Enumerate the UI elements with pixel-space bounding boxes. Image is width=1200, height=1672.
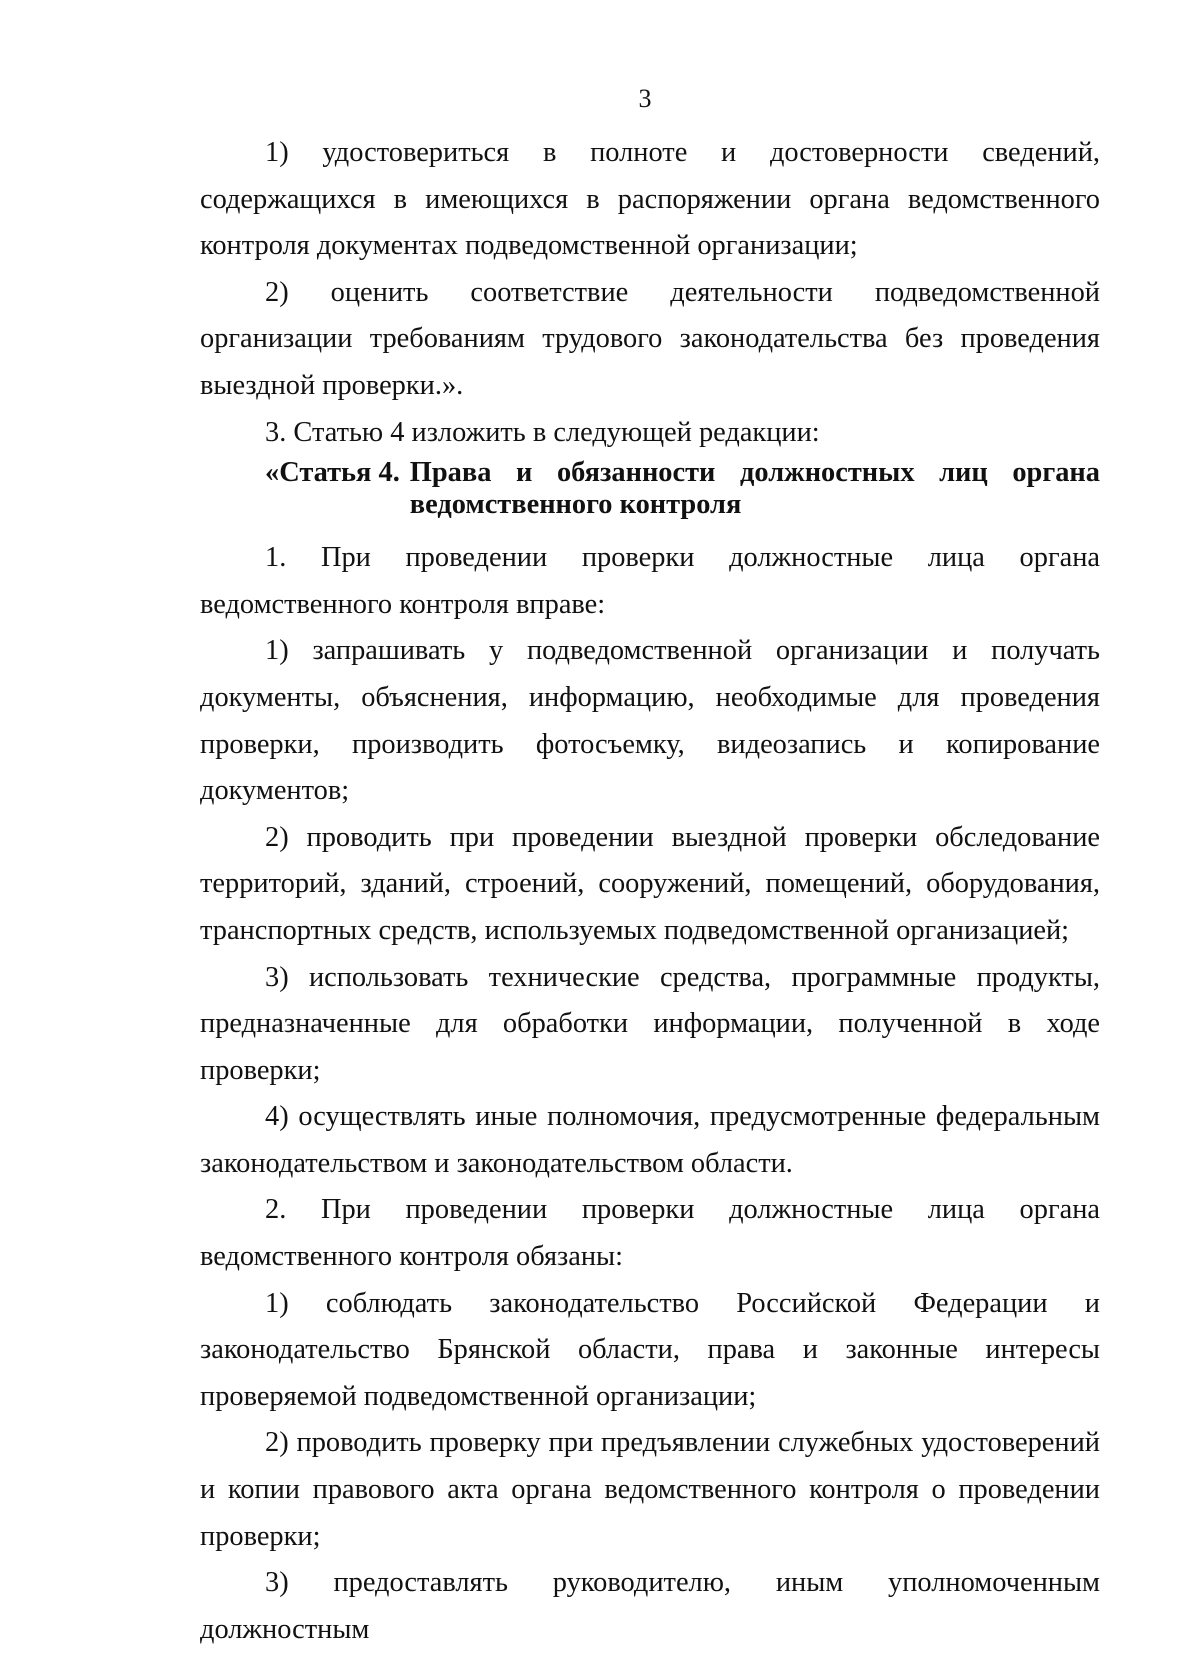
article-heading	[200, 457, 1100, 521]
document-body	[200, 130, 1100, 1653]
section-1-intro: 1. При проведении проверки должностные лица органа ведомственного контроля вправе:	[200, 542, 1100, 620]
paragraph-intro-1: 1) удостовериться в полноте и достоверности сведений, содержащихся в имеющихся в распоряжении органа ведомственного контроля документах подведомственной организации;	[200, 137, 1100, 262]
article-title: Права и обязанности должностных лиц органа ведомственного контроля	[409, 457, 1100, 521]
section-1-item-4: 4) осуществлять иные полномочия, предусмотренные федеральным законодательством и законодательством области.	[200, 1101, 1100, 1179]
page-number: 3	[638, 84, 652, 113]
section-2-item-2: 2) проводить проверку при предъявлении служебных удостоверений и копии правового акта органа ведомственного контроля о проведении проверки;	[200, 1427, 1100, 1552]
section-2-item-1: 1) соблюдать законодательство Российской Федерации и законодательство Брянской области, права и законные интересы проверяемой подведомственной организации;	[200, 1287, 1100, 1412]
section-1-item-3: 3) использовать технические средства, программные продукты, предназначенные для обработки информации, полученной в ходе проверки;	[200, 961, 1100, 1086]
paragraph-intro-3: 3. Статью 4 изложить в следующей редакции:	[265, 416, 820, 448]
paragraph-intro-2: 2) оценить соответствие деятельности подведомственной организации требованиям трудового законодательства без проведения выездной проверки.».	[200, 276, 1100, 401]
section-2-item-3: 3) предоставлять руководителю, иным уполномоченным должностным	[200, 1567, 1100, 1645]
article-label: «Статья 4.	[265, 457, 400, 489]
section-2-intro: 2. При проведении проверки должностные лица органа ведомственного контроля обязаны:	[200, 1194, 1100, 1273]
section-1-item-1: 1) запрашивать у подведомственной организации и получать документы, объяснения, информацию, необходимые для проведения проверки, производить фотосъемку, видеозапись и копирование документов;	[200, 635, 1100, 807]
section-1-item-2: 2) проводить при проведении выездной проверки обследование территорий, зданий, строений, сооружений, помещений, оборудования, транспортных средств, используемых подведомственной организацией;	[200, 821, 1100, 946]
